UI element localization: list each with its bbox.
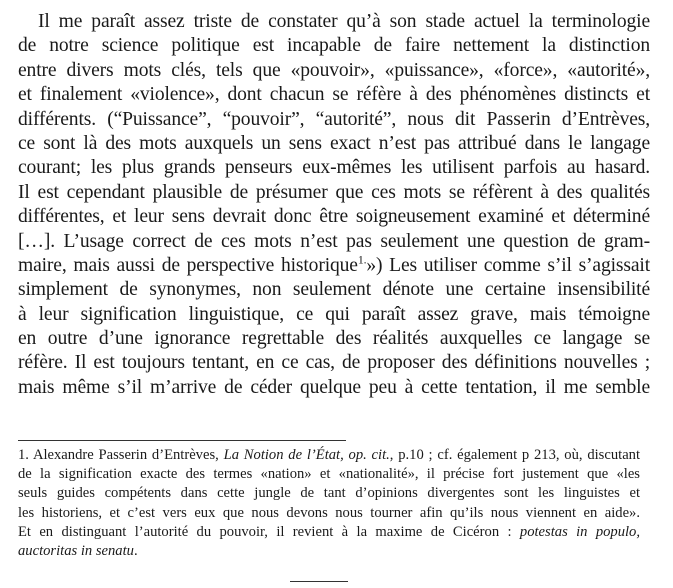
body-line-1: Il me paraît assez triste de constater qu’à son stade actuel la terminologie [38, 11, 650, 32]
body-text [18, 10, 650, 400]
body-line-14: en outre d’une ignorance regrettable des réalités auxquelles ce langage se [18, 328, 650, 350]
body-line-8: Il est cependant plausible de présumer que ces mots se réfèrent à des qualités [18, 181, 650, 203]
body-line-2: de notre science politique est incapable de faire nettement la distinction [18, 35, 650, 57]
footnote-latin-2: auctoritas in senatu [18, 542, 134, 559]
footnote-line-5-start: Et en distinguant l’autorité du pouvoir, il revient à la maxime de Cicéron : [18, 523, 512, 540]
page-bottom-rule [290, 581, 348, 582]
footnote-line-3: seuls guides compétents dans cette jungle de tant d’opinions divergentes sont les linguistes et [18, 485, 640, 502]
body-line-11-end: Les utiliser comme s’il s’agissait [389, 254, 651, 276]
footnote-reference[interactable]: 1. [357, 253, 367, 267]
footnote-line-6-end: . [133, 542, 138, 559]
footnote-line-4: les historiens, et c’est vers eux que nous devons nous tourner afin qu’ils nous viennent en aide». [18, 504, 640, 521]
footnote-line-2: de la signification exacte des termes «nation» et «nationalité», il précise fort justement que «les [18, 466, 640, 483]
body-line-12: simplement de synonymes, non seulement dénote une certaine insensibilité [18, 279, 650, 301]
footnote [18, 446, 640, 561]
footnote-line-1-rest: , p.10 ; cf. également p 213, où, discutant [389, 447, 641, 463]
body-line-11-start: maire, mais aussi de perspective historique [18, 254, 358, 276]
body-line-6: ce sont là des mots auxquels un sens exact n’est pas attribué dans le langage [18, 132, 650, 154]
footnote-latin-1: potestas in populo, [519, 523, 641, 540]
footnote-line-5 [18, 523, 640, 542]
footnote-number: 1. [18, 447, 29, 463]
footnote-author: Alexandre Passerin d’Entrèves, [32, 447, 219, 463]
body-line-11 [18, 254, 650, 278]
body-line-15: réfère. Il est toujours tentant, en ce cas, de proposer des définitions nouvelles ; [18, 352, 650, 374]
body-line-5: différents. (“Puissance”, “pouvoir”, “autorité”, nous dit Passerin d’Entrèves, [18, 108, 650, 130]
footnote-line-6 [18, 542, 640, 561]
body-line-9: différentes, et leur sens devrait donc être soigneusement examiné et déterminé [18, 206, 650, 228]
body-line-16: mais même s’il m’arrive de céder quelque peu à cette tentation, il me semble [18, 376, 650, 398]
body-line-10: […]. L’usage correct de ces mots n’est pas seulement une question de gram- [18, 230, 650, 252]
footnote-separator [18, 440, 346, 441]
footnote-book-title: La Notion de l’État, op. cit. [223, 447, 390, 463]
body-line-3: entre divers mots clés, tels que «pouvoir», «puissance», «force», «autorité», [18, 59, 650, 81]
body-line-11-close: ») [366, 254, 383, 276]
body-line-7: courant; les plus grands penseurs eux-mêmes les utilisent parfois au hasard. [18, 157, 650, 179]
body-line-4: et finalement «violence», dont chacun se réfère à des phénomènes distincts et [18, 84, 650, 106]
footnote-line-1 [18, 446, 640, 465]
body-line-13: à leur signification linguistique, ce qui paraît assez grave, mais témoigne [18, 303, 650, 325]
